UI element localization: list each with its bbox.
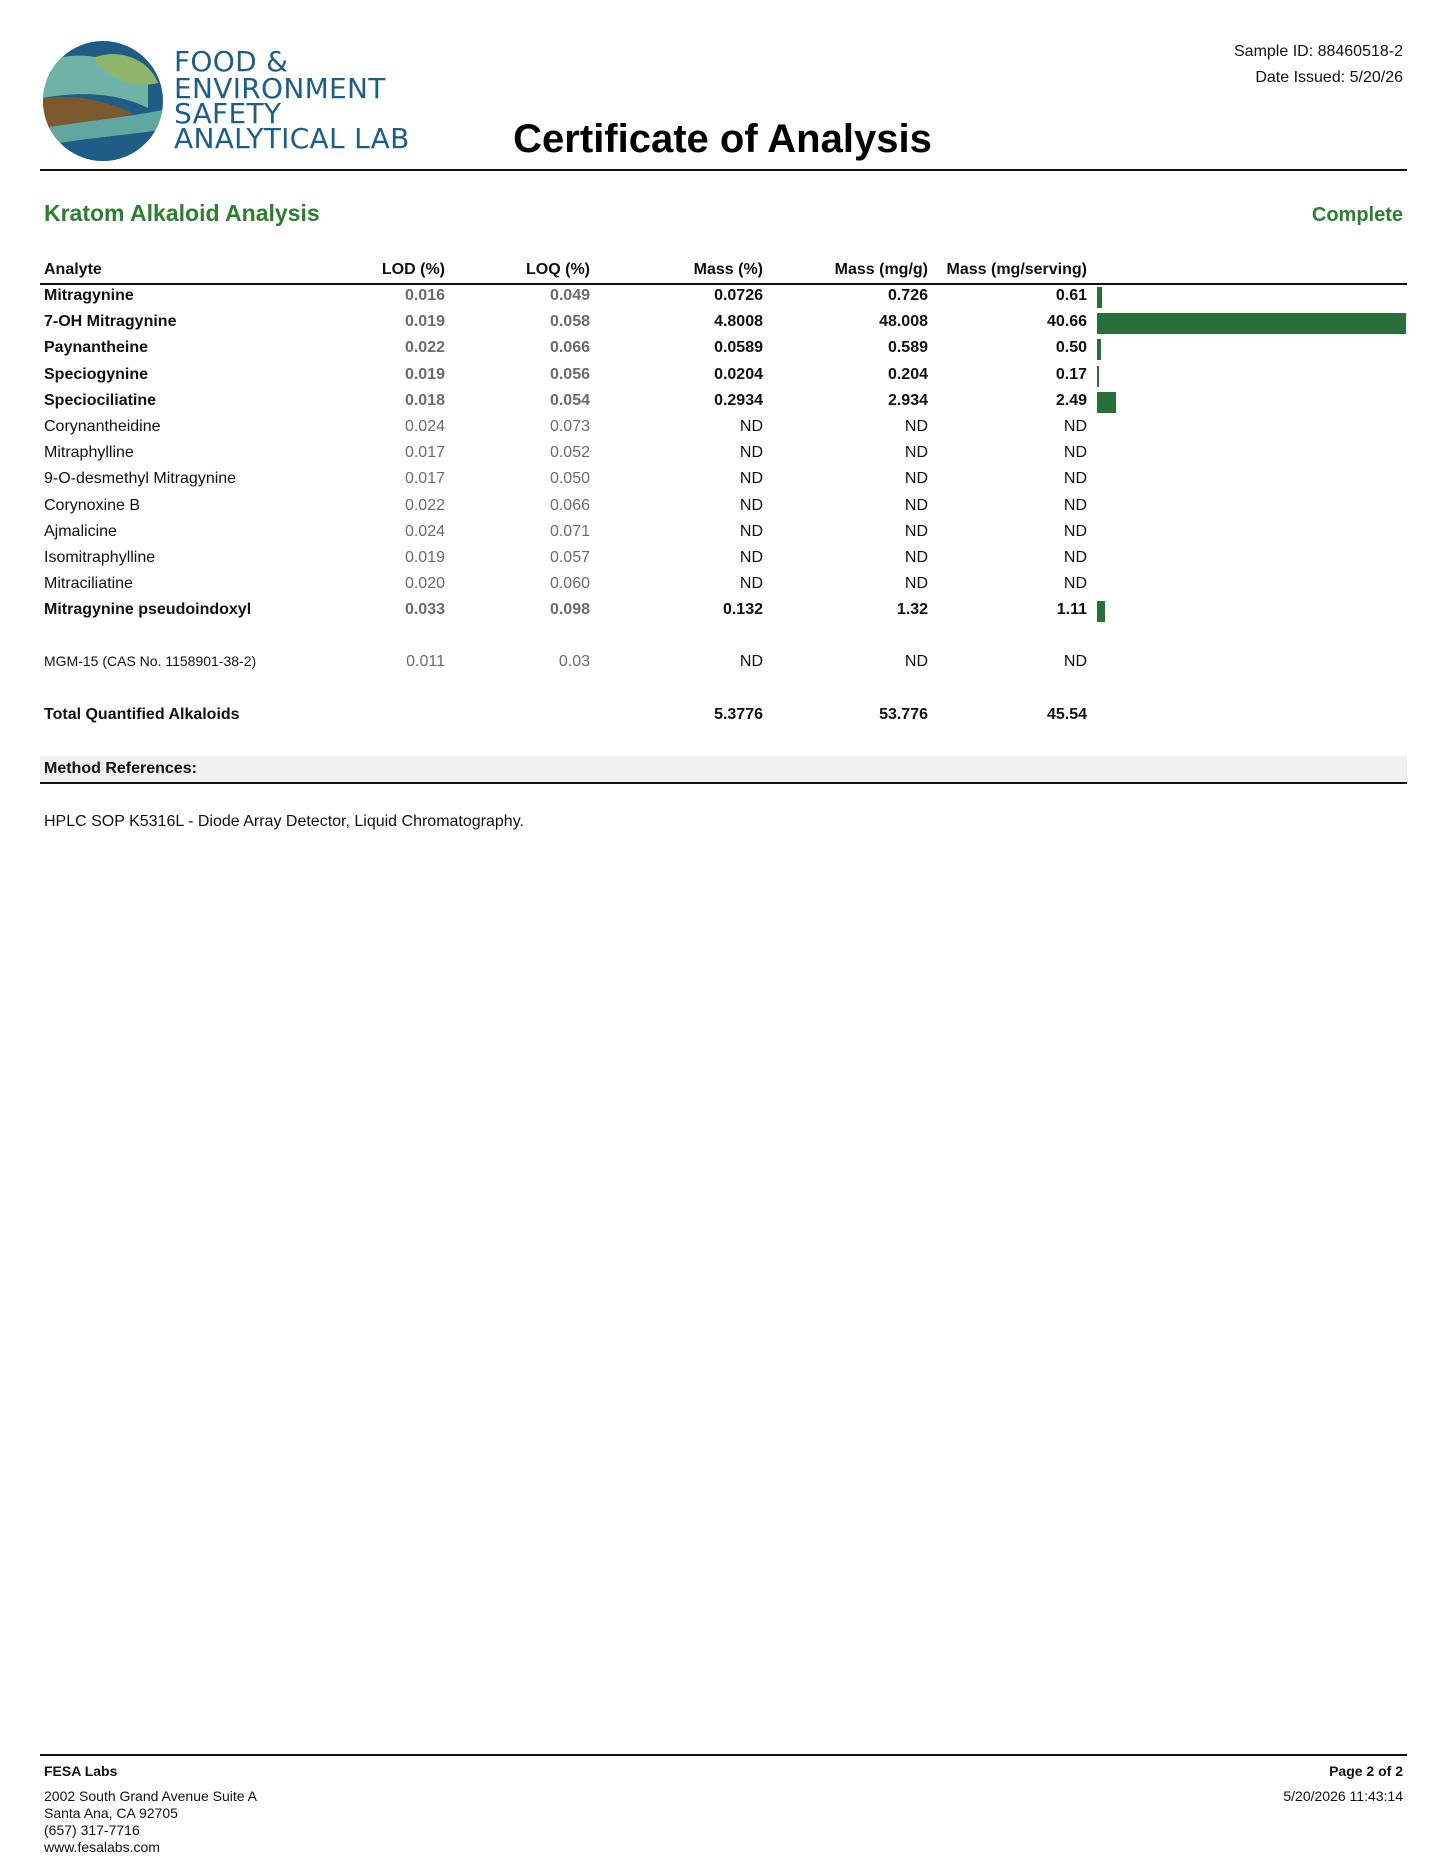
method-references-band [40,756,1407,784]
mass-mg-g-value: 2.934 [887,391,928,409]
mass-serving-value: 0.17 [1055,365,1087,383]
footer-phone: (657) 317-7716 [44,1822,140,1838]
lod-value: 0.017 [404,444,445,462]
lod-value: 0.033 [404,601,445,619]
lod-value: 0.019 [404,313,445,331]
footer-company: FESA Labs [44,1763,118,1779]
sample-id: Sample ID: 88460518-2 [1234,43,1403,60]
lod-value: 0.019 [404,365,445,383]
lod-value: 0.024 [404,418,445,435]
lod-value: 0.019 [404,549,445,566]
loq-value: 0.066 [549,496,590,514]
mass-serving-value: ND [1063,444,1087,462]
analyte-name: Speciociliatine [44,391,157,409]
mass-pct-value: 0.0204 [714,365,763,383]
total-mass-mg-g: 53.776 [879,706,928,723]
col-header-mass-pct: Mass (%) [693,261,763,278]
lod-value: 0.017 [404,470,445,488]
serving-bar [1097,366,1099,387]
loq-value: 0.073 [549,418,590,435]
mass-mg-g-value: ND [904,549,928,566]
mass-serving-value: ND [1063,496,1087,514]
mass-mg-g-value: ND [904,470,928,488]
mass-pct-value: 0.0589 [714,339,763,357]
table-row [0,598,1445,624]
analyte-name: Mitragynine pseudoindoxyl [44,601,252,619]
total-mass-serving: 45.54 [1046,706,1087,723]
table-row-mgm15 [0,650,1445,676]
status-badge: Complete [1311,204,1403,226]
logo-text-line-3: SAFETY [174,97,282,130]
serving-bar [1097,339,1101,360]
logo-text-line-1: FOOD & [174,45,289,78]
table-row [0,336,1445,362]
footer-website[interactable]: www.fesalabs.com [44,1839,160,1855]
analyte-name: MGM-15 (CAS No. 1158901-38-2) [44,653,257,669]
mass-pct-value: ND [739,653,763,670]
mass-pct-value: 0.2934 [714,391,763,409]
mass-mg-g-value: 48.008 [879,313,928,331]
lod-value: 0.022 [404,496,445,514]
logo-text-line-4: ANALYTICAL LAB [174,122,410,155]
table-row [0,441,1445,467]
loq-value: 0.056 [549,365,590,383]
mass-mg-g-value: 1.32 [896,601,928,619]
mass-mg-g-value: 0.589 [887,339,928,357]
loq-value: 0.060 [549,575,590,593]
method-references-label: Method References: [44,760,197,777]
total-row [0,703,1445,729]
col-header-loq: LOQ (%) [526,261,590,278]
loq-value: 0.054 [549,391,590,409]
mass-pct-value: ND [739,549,763,566]
lod-value: 0.024 [404,522,445,540]
analyte-name: 7-OH Mitragynine [44,313,177,331]
mass-serving-value: 0.50 [1055,339,1087,357]
loq-value: 0.03 [558,653,590,670]
mass-serving-value: ND [1063,418,1087,435]
logo-text-line-2: ENVIRONMENT [174,72,386,105]
mass-serving-value: ND [1063,549,1087,566]
mass-mg-g-value: ND [904,575,928,593]
table-row [0,363,1445,389]
lod-value: 0.020 [404,575,445,593]
mass-mg-g-value: ND [904,444,928,462]
table-row [0,415,1445,441]
mass-pct-value: ND [739,418,763,435]
lod-value: 0.016 [404,287,445,304]
serving-bar [1097,313,1406,334]
mass-pct-value: ND [739,575,763,593]
mass-serving-value: ND [1063,522,1087,540]
loq-value: 0.057 [549,549,590,566]
lod-value: 0.022 [404,339,445,357]
col-header-mass-serving: Mass (mg/serving) [946,261,1087,278]
analyte-name: Mitraphylline [44,444,134,462]
table-row [0,494,1445,520]
table-row [0,546,1445,572]
loq-value: 0.050 [549,470,590,488]
mass-mg-g-value: ND [904,418,928,435]
footer-address-line-1: 2002 South Grand Avenue Suite A [44,1788,258,1804]
analyte-name: Isomitraphylline [44,549,156,566]
total-mass-pct: 5.3776 [714,706,763,723]
footer-address-line-2: Santa Ana, CA 92705 [44,1805,178,1821]
loq-value: 0.058 [549,313,590,331]
mass-pct-value: ND [739,470,763,488]
section-title: Kratom Alkaloid Analysis [44,200,320,226]
method-references-text: HPLC SOP K5316L - Diode Array Detector, Liquid Chromatography. [44,813,524,830]
mass-mg-g-value: 0.204 [887,365,928,383]
analyte-name: Paynantheine [44,339,149,357]
mass-serving-value: 2.49 [1055,391,1087,409]
serving-bar [1097,392,1116,413]
mass-pct-value: ND [739,444,763,462]
lod-value: 0.018 [404,391,445,409]
analyte-name: Corynoxine B [44,496,141,514]
mass-pct-value: ND [739,496,763,514]
lod-value: 0.011 [406,653,445,670]
mass-serving-value: 40.66 [1046,313,1087,331]
col-header-mass-mg-g: Mass (mg/g) [834,261,928,278]
mass-pct-value: 0.0726 [714,287,763,304]
mass-serving-value: 1.11 [1056,601,1087,619]
mass-mg-g-value: ND [904,522,928,540]
table-row [0,284,1445,310]
col-header-lod: LOD (%) [381,261,445,278]
footer-divider [40,1754,1407,1756]
serving-bar [1097,287,1102,308]
mass-serving-value: ND [1063,575,1087,593]
table-row [0,467,1445,493]
analyte-name: 9-O-desmethyl Mitragynine [44,470,237,488]
mass-serving-value: 0.61 [1055,287,1087,304]
table-row [0,310,1445,336]
mass-serving-value: ND [1063,470,1087,488]
serving-bar [1097,601,1105,622]
header-divider [40,169,1407,171]
loq-value: 0.052 [549,444,590,462]
loq-value: 0.071 [549,522,590,540]
table-row [0,520,1445,546]
analyte-name: Ajmalicine [44,522,117,540]
page-title: Certificate of Analysis [513,117,932,161]
date-issued: Date Issued: 5/20/26 [1255,69,1403,86]
mass-pct-value: 4.8008 [714,313,763,331]
loq-value: 0.049 [549,287,590,304]
mass-mg-g-value: 0.726 [887,287,928,304]
table-row [0,572,1445,598]
col-header-analyte: Analyte [44,261,102,278]
mass-pct-value: ND [739,522,763,540]
page-number: Page 2 of 2 [1329,1763,1403,1779]
mass-serving-value: ND [1063,653,1087,670]
mass-pct-value: 0.132 [722,601,763,619]
analyte-name: Corynantheidine [44,418,161,435]
mass-mg-g-value: ND [904,496,928,514]
analyte-name: Speciogynine [44,365,149,383]
total-label: Total Quantified Alkaloids [44,706,240,723]
analyte-name: Mitraciliatine [44,575,133,593]
footer-timestamp: 5/20/2026 11:43:14 [1283,1788,1403,1804]
loq-value: 0.098 [549,601,590,619]
analyte-name: Mitragynine [44,287,134,304]
loq-value: 0.066 [549,339,590,357]
mass-mg-g-value: ND [904,653,928,670]
table-row [0,389,1445,415]
